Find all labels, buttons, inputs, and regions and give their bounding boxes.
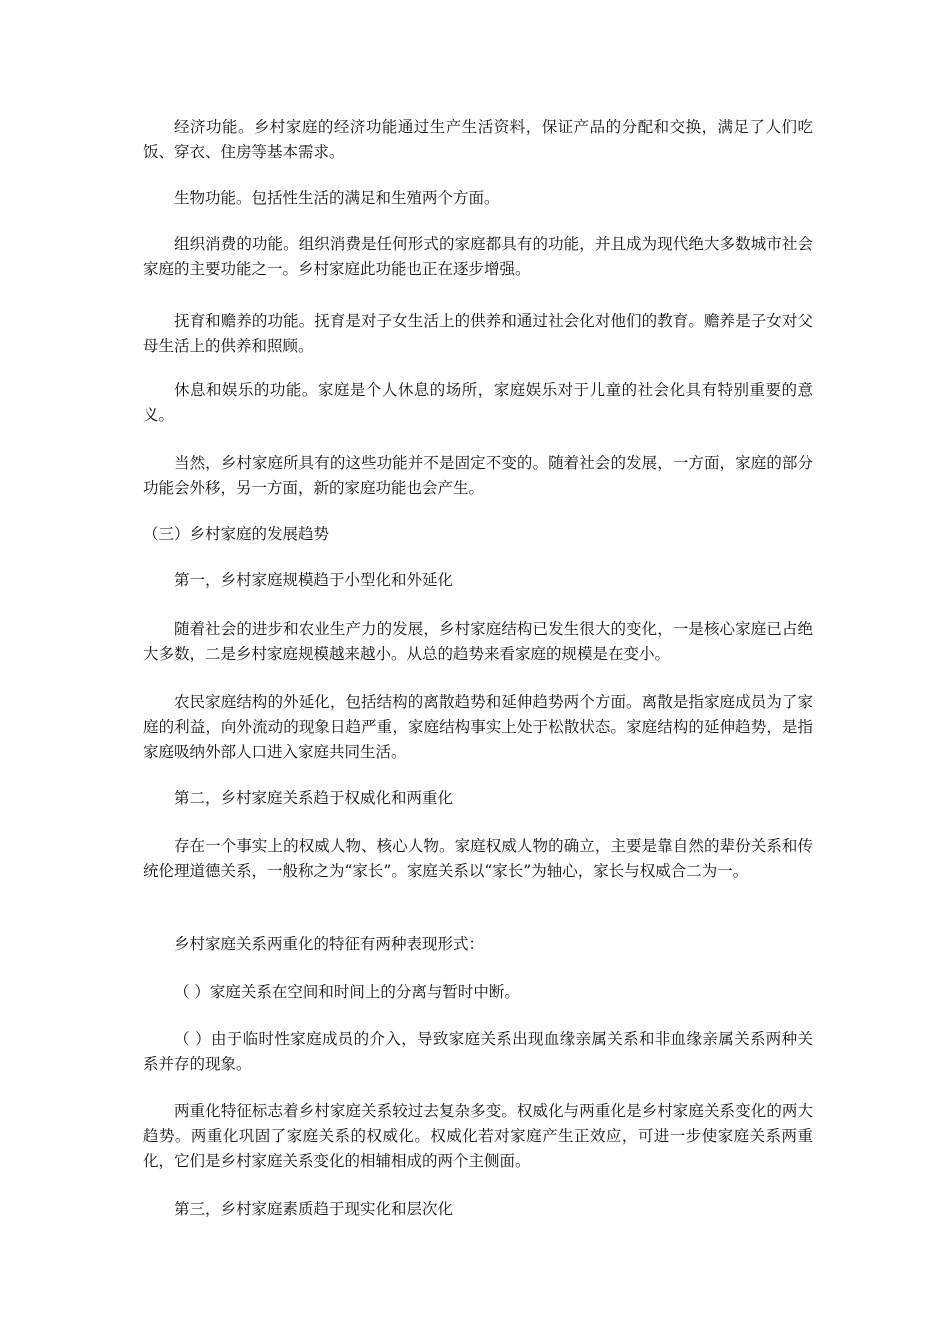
- subheading-third-trend: 第三，乡村家庭素质趋于现实化和层次化: [174, 1200, 454, 1218]
- paragraph-leisure-function: 休息和娱乐的功能。家庭是个人休息的场所，家庭娱乐对于儿童的社会化具有特别重要的意义。: [143, 381, 813, 424]
- section-heading-development-trends: （三）乡村家庭的发展趋势: [143, 525, 330, 543]
- paragraph-duality-significance: 两重化特征标志着乡村家庭关系较过去复杂多变。权威化与两重化是乡村家庭关系变化的两大趋势。两重化巩固了家庭关系的权威化。权威化若对家庭产生正效应，可进一步使家庭关系两重化，它们是乡村家庭关系变化的相辅相成的两个主侧面。: [143, 1102, 813, 1170]
- paragraph-consumption-function: 组织消费的功能。组织消费是任何形式的家庭都具有的功能，并且成为现代绝大多数城市社会家庭的主要功能之一。乡村家庭此功能也正在逐步增强。: [143, 235, 813, 278]
- list-item-duality-form-1: （ ）家庭关系在空间和时间上的分离与暂时中断。: [174, 983, 520, 1001]
- paragraph-structure-extension: 农民家庭结构的外延化，包括结构的离散趋势和延伸趋势两个方面。离散是指家庭成员为了家庭的利益，向外流动的现象日趋严重，家庭结构事实上处于松散状态。家庭结构的延伸趋势，是指家庭吸纳外部人口进入家庭共同生活。: [143, 693, 813, 761]
- subheading-first-trend: 第一，乡村家庭规模趋于小型化和外延化: [174, 571, 454, 589]
- paragraph-functions-change: 当然，乡村家庭所具有的这些功能并不是固定不变的。随着社会的发展，一方面，家庭的部分功能会外移，另一方面，新的家庭功能也会产生。: [143, 454, 813, 497]
- paragraph-duality-forms-intro: 乡村家庭关系两重化的特征有两种表现形式：: [174, 935, 485, 953]
- paragraph-nurturing-function: 抚育和赡养的功能。抚育是对子女生活上的供养和通过社会化对他们的教育。赡养是子女对父母生活上的供养和照顾。: [143, 312, 813, 355]
- paragraph-biological-function: 生物功能。包括性生活的满足和生殖两个方面。: [174, 189, 500, 207]
- paragraph-family-size: 随着社会的进步和农业生产力的发展，乡村家庭结构已发生很大的变化，一是核心家庭已占绝大多数，二是乡村家庭规模越来越小。从总的趋势来看家庭的规模是在变小。: [143, 620, 813, 663]
- paragraph-economic-function: 经济功能。乡村家庭的经济功能通过生产生活资料，保证产品的分配和交换，满足了人们吃饭、穿衣、住房等基本需求。: [143, 118, 813, 161]
- list-item-duality-form-2: （ ）由于临时性家庭成员的介入，导致家庭关系出现血缘亲属关系和非血缘亲属关系两种关系并存的现象。: [143, 1030, 813, 1073]
- paragraph-authority-figure: 存在一个事实上的权威人物、核心人物。家庭权威人物的确立，主要是靠自然的辈份关系和传统伦理道德关系，一般称之为“家长”。家庭关系以“家长”为轴心，家长与权威合二为一。: [143, 837, 813, 880]
- subheading-second-trend: 第二，乡村家庭关系趋于权威化和两重化: [174, 789, 454, 807]
